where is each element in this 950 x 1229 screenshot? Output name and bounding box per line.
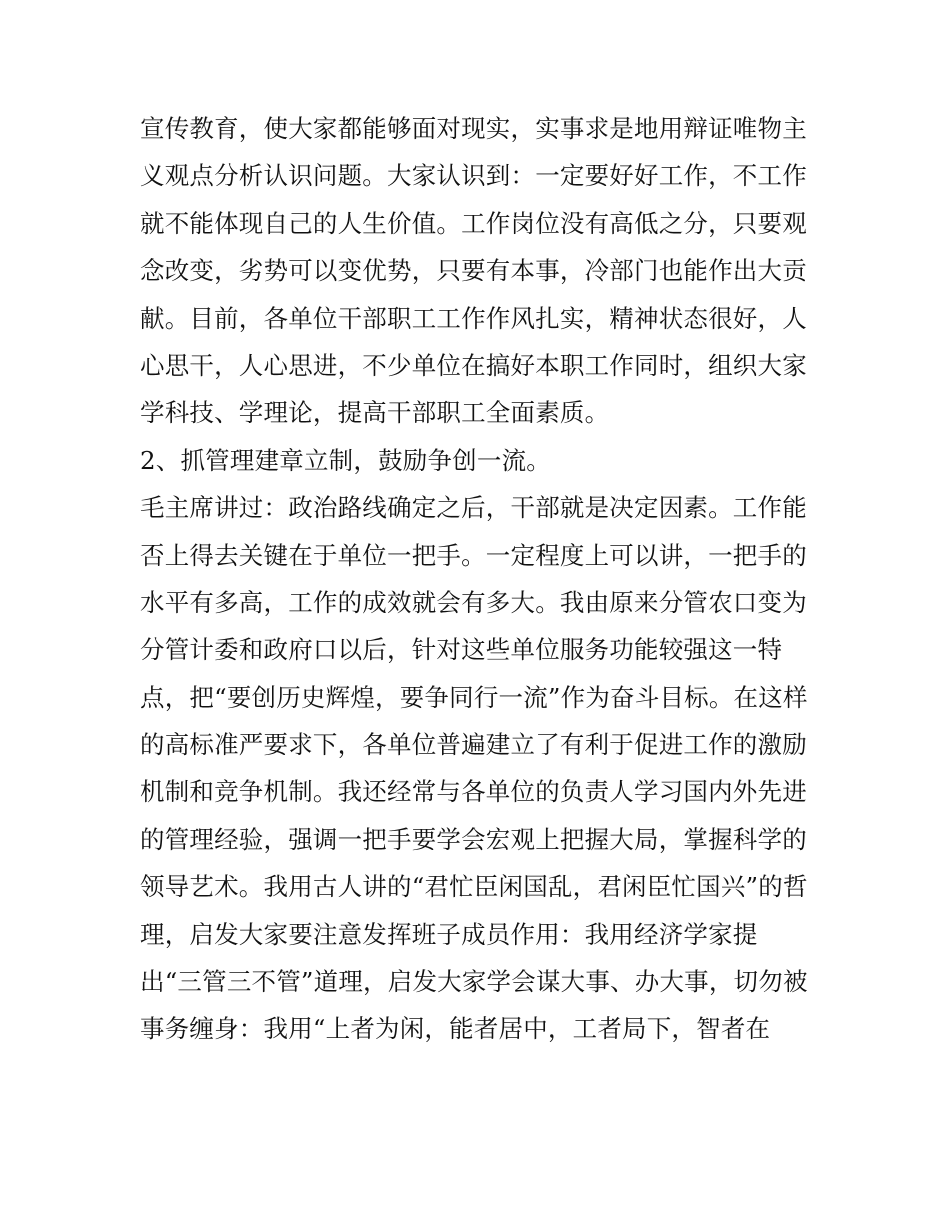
text-line: 宣传教育，使大家都能够面对现实，实事求是地用辩证唯物主 bbox=[140, 114, 807, 143]
text-line: 就不能体现自己的人生价值。工作岗位没有高低之分，只要观 bbox=[140, 208, 807, 238]
text-line: 的高标准严要求下，各单位普遍建立了有利于促进工作的激励 bbox=[140, 730, 807, 760]
text-line: 毛主席讲过：政治路线确定之后，干部就是决定因素。工作能 bbox=[140, 493, 807, 523]
text-line: 点，把“要创历史辉煌，要争同行一流”作为奋斗目标。在这样 bbox=[140, 682, 808, 712]
text-line: 出“三管三不管”道理，启发大家学会谋大事、办大事，切勿被 bbox=[140, 967, 808, 997]
text-line: 学科技、学理论，提高干部职工全面素质。 bbox=[140, 398, 610, 428]
text-line: 领导艺术。我用古人讲的“君忙臣闲国乱，君闲臣忙国兴”的哲 bbox=[140, 872, 808, 902]
text-line: 心思干，人心思进，不少单位在搞好本职工作同时，组织大家 bbox=[140, 350, 807, 380]
text-line: 义观点分析认识问题。大家认识到：一定要好好工作，不工作 bbox=[140, 161, 807, 191]
text-line: 水平有多高，工作的成效就会有多大。我由原来分管农口变为 bbox=[140, 587, 807, 617]
text-line: 理，启发大家要注意发挥班子成员作用：我用经济学家提 bbox=[140, 919, 758, 949]
text-line: 的管理经验，强调一把手要学会宏观上把握大局，掌握科学的 bbox=[140, 824, 807, 854]
text-line: 分管计委和政府口以后，针对这些单位服务功能较强这一特 bbox=[140, 635, 783, 665]
body-text bbox=[140, 105, 820, 1053]
text-line: 念改变，劣势可以变优势，只要有本事，冷部门也能作出大贡 bbox=[140, 256, 807, 286]
text-line: 事务缠身：我用“上者为闲，能者居中，工者局下，智者在 bbox=[140, 1014, 771, 1044]
text-line: 献。目前，各单位干部职工工作作风扎实，精神状态很好，人 bbox=[140, 303, 807, 333]
text-line: 否上得去关键在于单位一把手。一定程度上可以讲，一把手的 bbox=[140, 540, 807, 570]
text-line: 机制和竞争机制。我还经常与各单位的负责人学习国内外先进 bbox=[140, 777, 807, 807]
section-heading: 2、抓管理建章立制，鼓励争创一流。 bbox=[140, 445, 551, 475]
